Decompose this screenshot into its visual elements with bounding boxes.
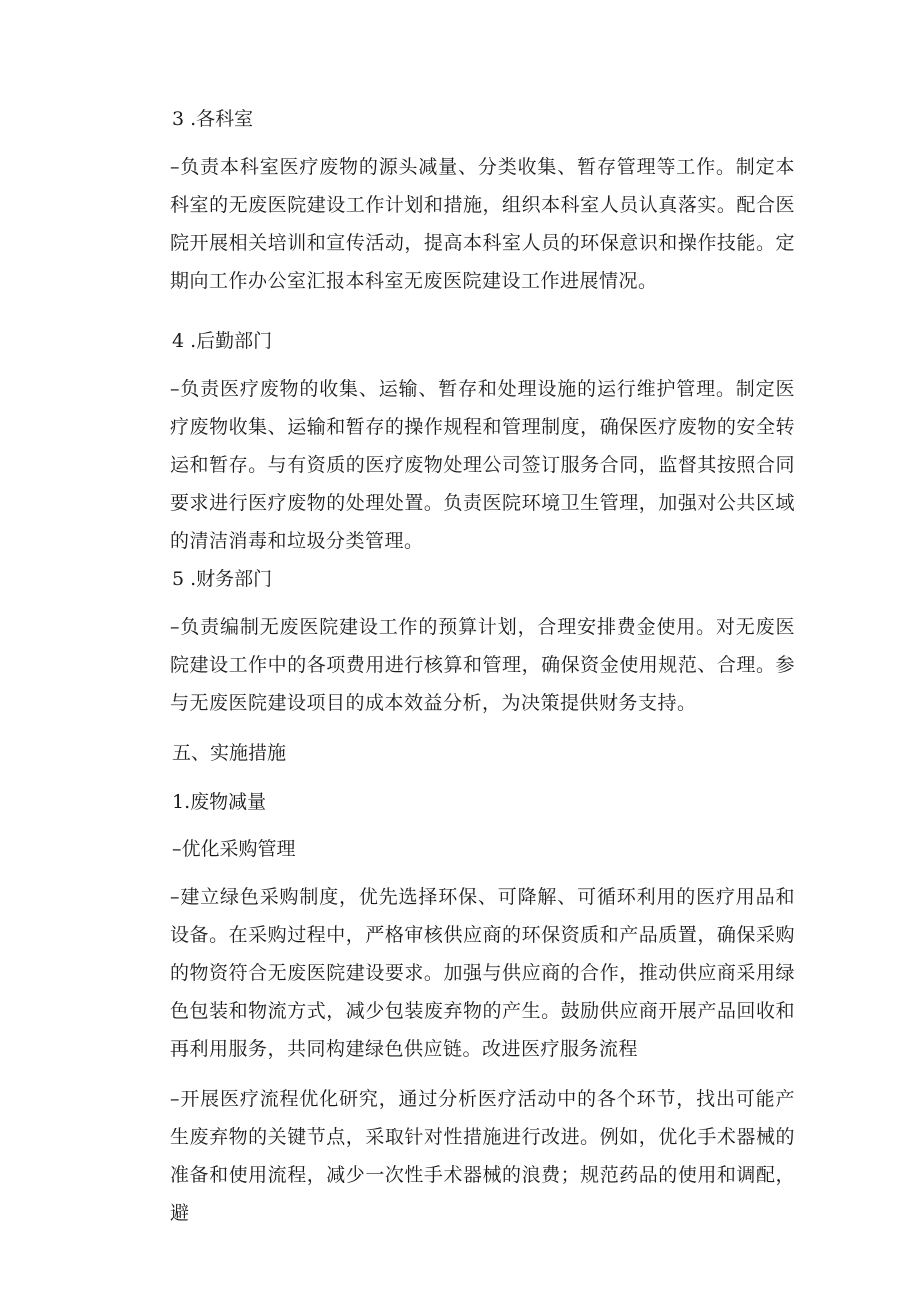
section-5-heading: 5 .财务部门 (172, 568, 273, 590)
section-4-heading: 4 .后勤部门 (172, 330, 273, 352)
sub-1-paragraph: –建立绿色采购制度，优先选择环保、可降解、可循环利用的医疗用品和设备。在采购过程中，严格审核供应商的环保资质和产品质置，确保采购的物资符合无废医院建设要求。加强与供应商的合作，推动供应商采用绿色包装和物流方式，减少包装废弃物的产生。鼓励供应商开展产品回收和再利用服务，共同构建绿色供应链。改进医疗服务流程 (170, 886, 795, 1060)
section-4-paragraph: –负责医疗废物的收集、运输、暂存和处理设施的运行维护管理。制定医疗废物收集、运输和暂存的操作规程和管理制度，确保医疗废物的安全转运和暂存。与有资质的医疗废物处理公司签订服务合同，监督其按照合同要求进行医疗废物的处理处置。负责医院环境卫生管理，加强对公共区域的清洁消毒和垃圾分类管理。 (170, 378, 795, 552)
item-1-heading: 1.废物减量 (172, 791, 267, 813)
sub-1-heading: –优化采购管理 (172, 838, 296, 860)
section-3-paragraph: –负责本科室医疗废物的源头减量、分类收集、暂存管理等工作。制定本科室的无废医院建设工作计划和措施，组织本科室人员认真落实。配合医院开展相关培训和宣传活动，提高本科室人员的环保意识和操作技能。定期向工作办公室汇报本科室无废医院建设工作进展情况。 (170, 156, 795, 292)
section-5-paragraph: –负责编制无废医院建设工作的预算计划，合理安排费金使用。对无废医院建设工作中的各项费用进行核算和管理，确保资金使用规范、合理。参与无废医院建设项目的成本效益分析，为决策提供财务支持。 (170, 616, 795, 714)
part-5-heading: 五、实施措施 (172, 742, 287, 764)
sub-2-paragraph: –开展医疗流程优化研究，通过分析医疗活动中的各个环节，找出可能产生废弃物的关键节点，采取针对性措施进行改进。例如，优化手术器械的准备和使用流程，减少一次性手术器械的浪费；规范药品的使用和调配，避 (170, 1088, 795, 1224)
section-3-heading: 3 .各科室 (172, 108, 254, 130)
